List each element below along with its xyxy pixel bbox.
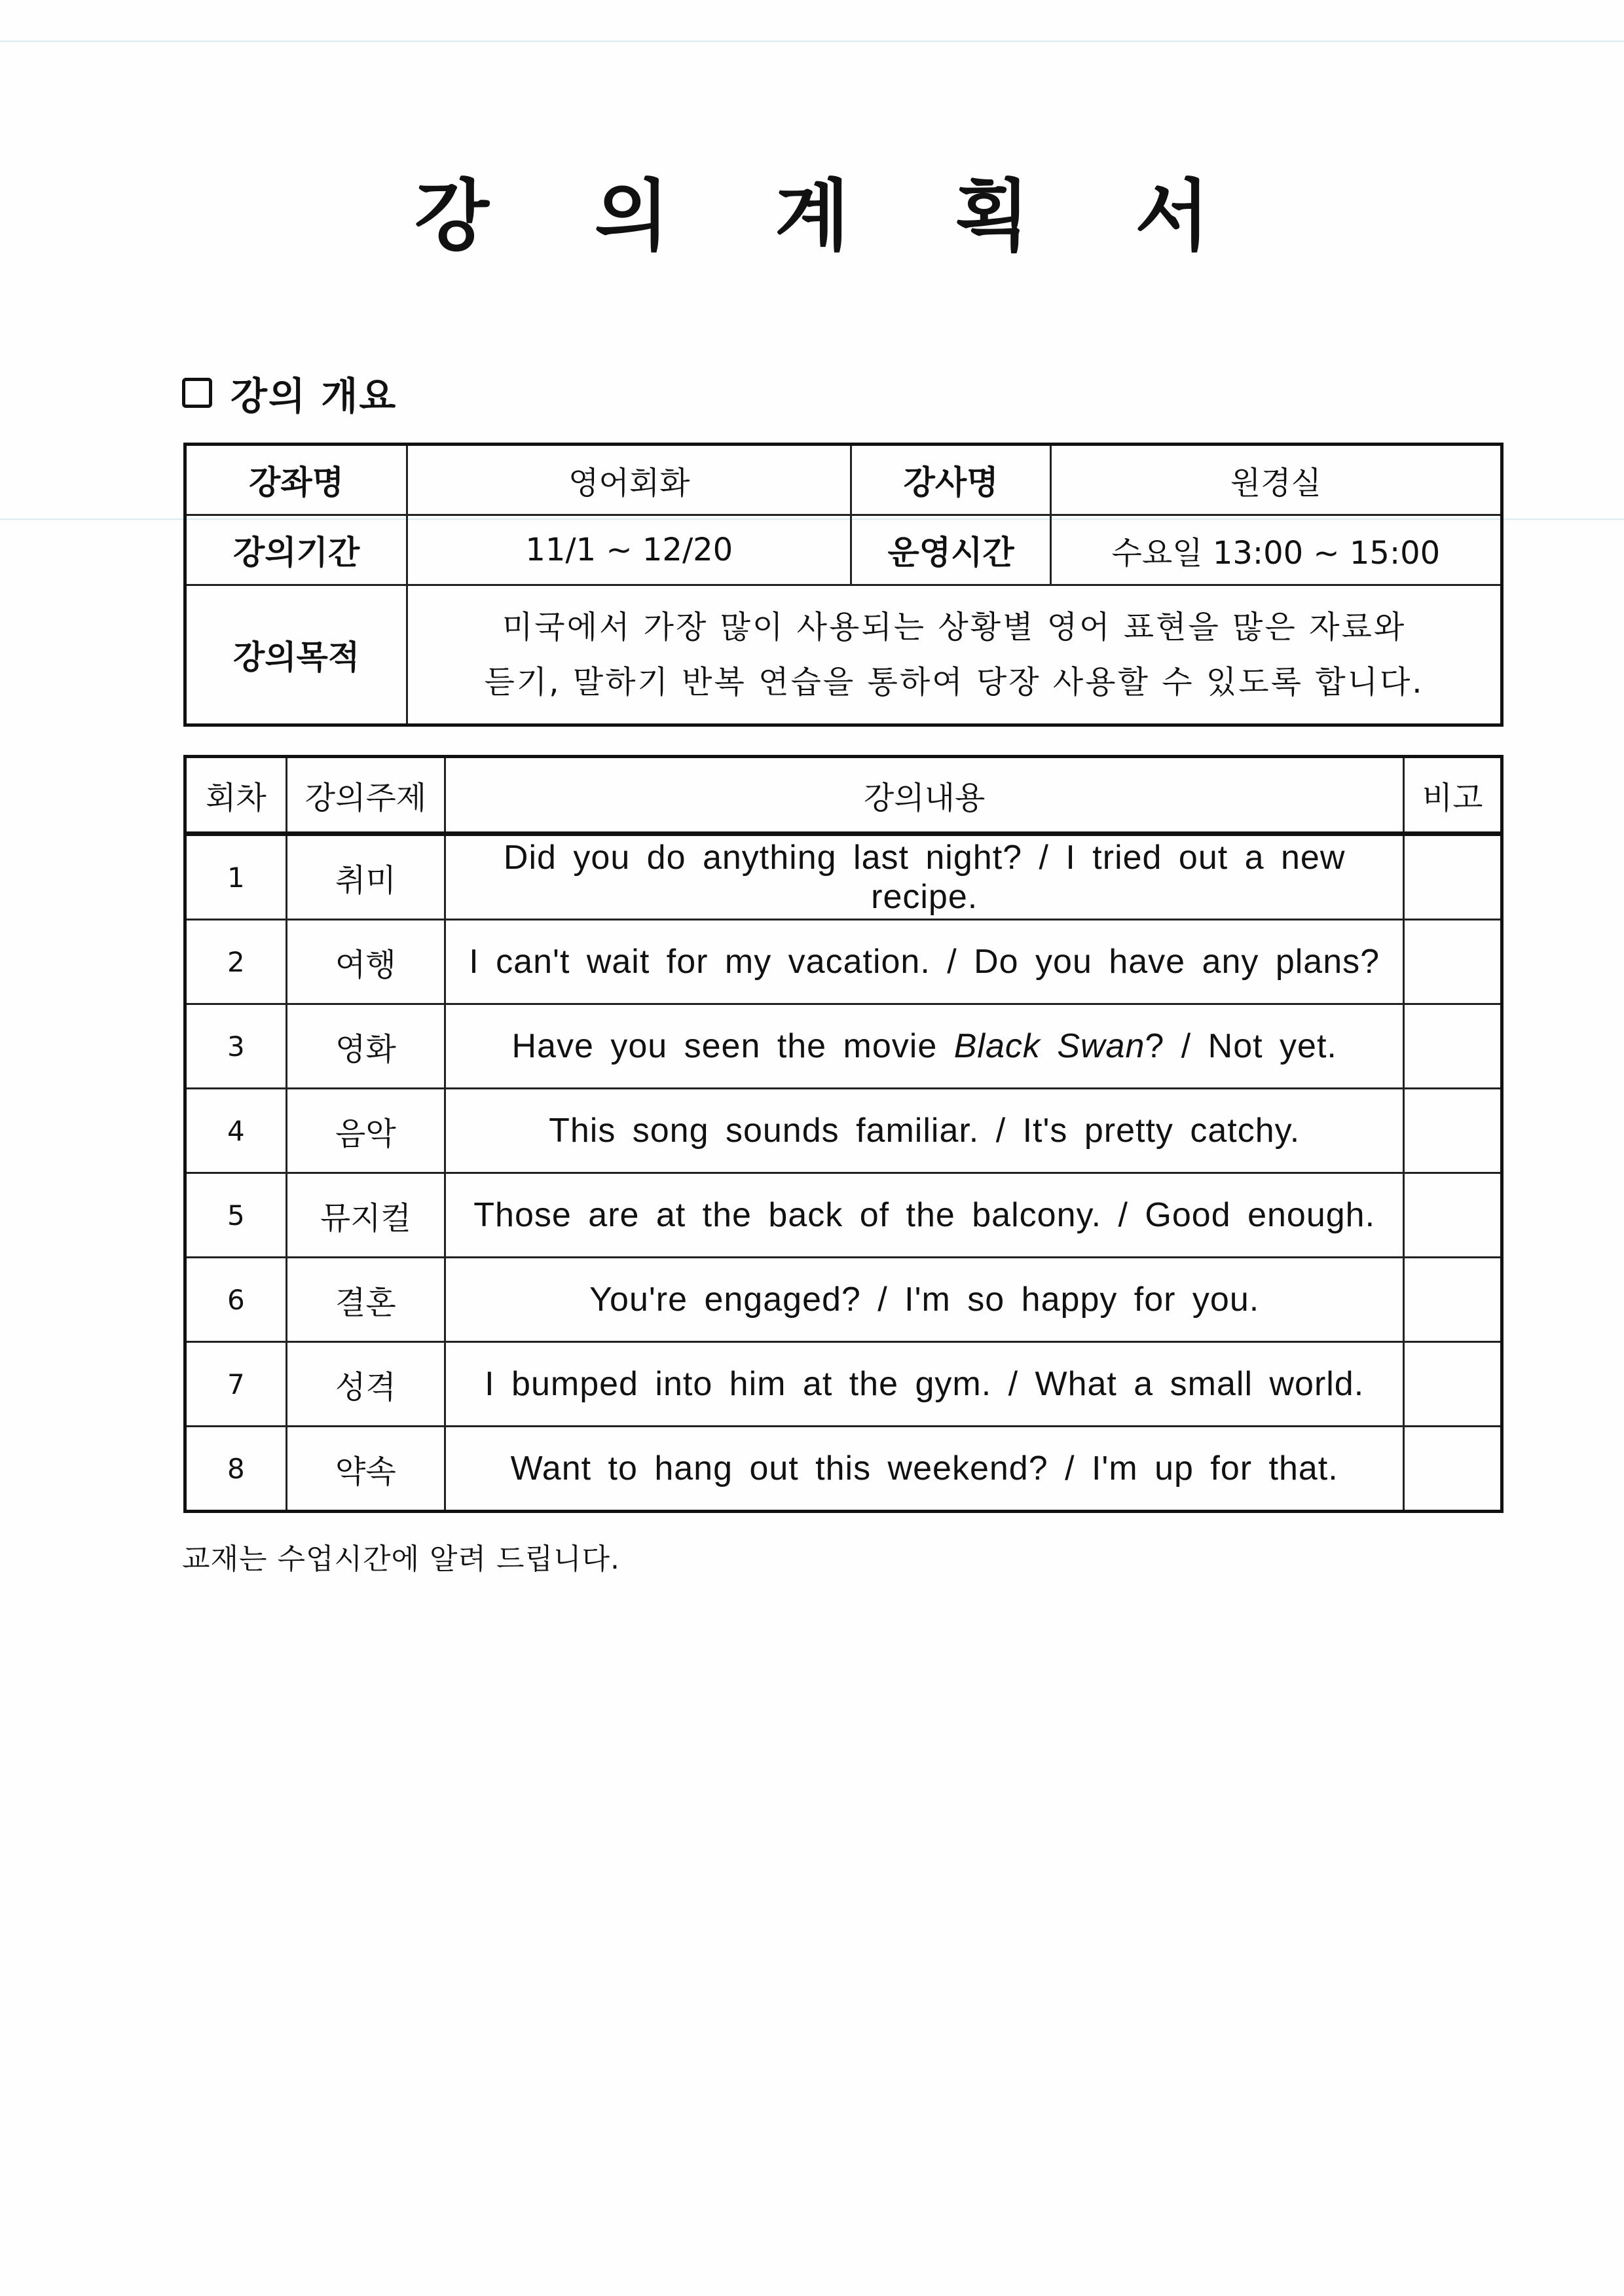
lesson-content: I can't wait for my vacation. / Do you have any plans? bbox=[445, 920, 1404, 1004]
header-content: 강의내용 bbox=[445, 757, 1404, 834]
purpose-label: 강의목적 bbox=[185, 585, 407, 725]
lesson-number: 3 bbox=[185, 1004, 287, 1089]
table-row bbox=[185, 1089, 1502, 1173]
header-number: 회차 bbox=[185, 757, 287, 834]
table-header-row bbox=[185, 757, 1502, 834]
lesson-topic: 성격 bbox=[286, 1342, 445, 1427]
lesson-number: 7 bbox=[185, 1342, 287, 1427]
lesson-note bbox=[1404, 1342, 1502, 1427]
table-row bbox=[185, 1004, 1502, 1089]
lesson-topic: 취미 bbox=[286, 834, 445, 920]
schedule-label: 운영시간 bbox=[851, 515, 1050, 585]
lesson-content-after: ? / Not yet. bbox=[1145, 1027, 1337, 1065]
lesson-content-before: Have you seen the movie bbox=[511, 1027, 954, 1065]
lesson-topic: 여행 bbox=[286, 920, 445, 1004]
lesson-number: 5 bbox=[185, 1173, 287, 1258]
lesson-content: You're engaged? / I'm so happy for you. bbox=[445, 1258, 1404, 1342]
table-row bbox=[185, 834, 1502, 920]
lesson-note bbox=[1404, 1173, 1502, 1258]
lesson-content bbox=[445, 1004, 1404, 1089]
lesson-content: Want to hang out this weekend? / I'm up for that. bbox=[445, 1427, 1404, 1512]
lesson-topic: 약속 bbox=[286, 1427, 445, 1512]
period-label: 강의기간 bbox=[185, 515, 407, 585]
table-row bbox=[185, 1342, 1502, 1427]
lesson-number: 2 bbox=[185, 920, 287, 1004]
lesson-note bbox=[1404, 834, 1502, 920]
table-row bbox=[185, 1427, 1502, 1512]
purpose-line: 듣기, 말하기 반복 연습을 통하여 당장 사용할 수 있도록 합니다. bbox=[484, 664, 1424, 701]
table-row bbox=[185, 1173, 1502, 1258]
instructor-label: 강사명 bbox=[851, 445, 1050, 515]
lesson-note bbox=[1404, 1258, 1502, 1342]
lesson-number: 8 bbox=[185, 1427, 287, 1512]
lesson-content: This song sounds familiar. / It's pretty catchy. bbox=[445, 1089, 1404, 1173]
purpose-line: 미국에서 가장 많이 사용되는 상황별 영어 표현을 많은 자료와 bbox=[502, 609, 1407, 646]
lesson-topic: 영화 bbox=[286, 1004, 445, 1089]
header-topic: 강의주제 bbox=[286, 757, 445, 834]
lesson-note bbox=[1404, 1004, 1502, 1089]
instructor-value: 원경실 bbox=[1050, 445, 1502, 515]
textbook-note: 교재는 수업시간에 알려 드립니다. bbox=[182, 1542, 620, 1576]
lesson-number: 6 bbox=[185, 1258, 287, 1342]
header-note: 비고 bbox=[1404, 757, 1502, 834]
lesson-topic: 뮤지컬 bbox=[286, 1173, 445, 1258]
schedule-value: 수요일 13:00 ~ 15:00 bbox=[1050, 515, 1502, 585]
checkbox-icon bbox=[182, 378, 212, 408]
lesson-number: 1 bbox=[185, 834, 287, 920]
lesson-note bbox=[1404, 1089, 1502, 1173]
overview-section-title: 강의 개요 bbox=[231, 374, 397, 418]
table-row bbox=[185, 1258, 1502, 1342]
lesson-number: 4 bbox=[185, 1089, 287, 1173]
lesson-topic: 음악 bbox=[286, 1089, 445, 1173]
lesson-plan-table bbox=[183, 755, 1504, 1513]
table-row bbox=[185, 920, 1502, 1004]
lesson-note bbox=[1404, 920, 1502, 1004]
scan-artifact-line bbox=[0, 41, 1624, 42]
overview-table bbox=[183, 443, 1504, 727]
purpose-value bbox=[407, 585, 1502, 725]
lesson-topic: 결혼 bbox=[286, 1258, 445, 1342]
overview-section-heading bbox=[182, 367, 397, 419]
period-value: 11/1 ~ 12/20 bbox=[407, 515, 851, 585]
lesson-note bbox=[1404, 1427, 1502, 1512]
course-name-label: 강좌명 bbox=[185, 445, 407, 515]
lesson-content: I bumped into him at the gym. / What a small world. bbox=[445, 1342, 1404, 1427]
course-name-value: 영어회화 bbox=[407, 445, 851, 515]
document-title: 강 의 계 획 서 bbox=[414, 171, 1249, 261]
movie-title: Black Swan bbox=[953, 1027, 1145, 1065]
lesson-content: Those are at the back of the balcony. / Good enough. bbox=[445, 1173, 1404, 1258]
lesson-content: Did you do anything last night? / I tried out a new recipe. bbox=[445, 834, 1404, 920]
